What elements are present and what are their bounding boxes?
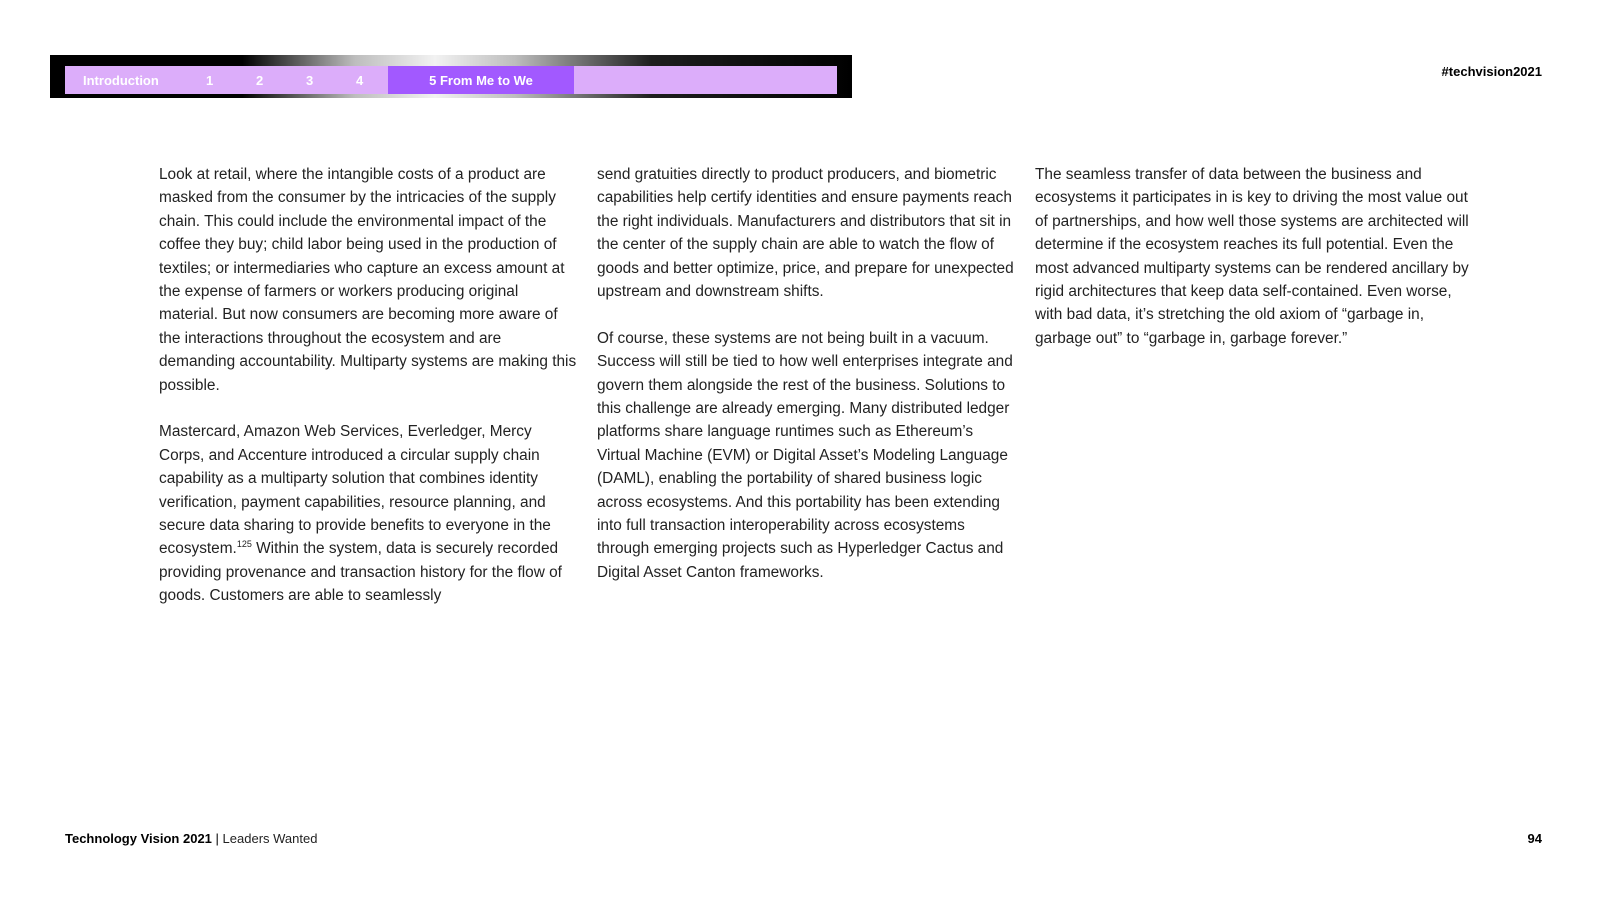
text-column-2	[597, 163, 1017, 608]
chapter-nav-bar	[65, 66, 837, 94]
footer	[65, 831, 317, 846]
nav-item-chapter-5-active[interactable]: 5 From Me to We	[388, 66, 574, 94]
paragraph-mastercard-continued: Within the system, data is securely recorded providing provenance and transaction history for the flow of goods. Customers are able to seamlessly	[159, 540, 562, 605]
footer-subtitle: Leaders Wanted	[222, 831, 318, 846]
paragraph-vacuum: Of course, these systems are not being built in a vacuum. Success will still be tied to how well enterprises integrate and govern them alongside the rest of the business. Solutions to this challenge are already emerging. Many distributed ledger platforms share language runtimes such as Ethereum’s Virtual Machine (EVM) or Digital Asset’s Modeling Language (DAML), enabling the portability of shared business logic across ecosystems. And this portability has been extending into full transaction interoperability across ecosystems through emerging projects such as Hyperledger Cactus and Digital Asset Canton frameworks.	[597, 329, 1013, 581]
hashtag-label: #techvision2021	[1441, 64, 1542, 79]
footer-title: Technology Vision 2021	[65, 831, 212, 846]
nav-item-chapter-2[interactable]: 2	[256, 72, 264, 88]
footnote-reference[interactable]: 125	[236, 539, 252, 550]
nav-item-chapter-3[interactable]: 3	[306, 72, 314, 88]
chapter-navigation	[50, 55, 852, 98]
paragraph-mastercard	[159, 420, 579, 607]
text-column-1	[159, 163, 579, 631]
nav-item-chapter-1[interactable]: 1	[206, 72, 214, 88]
text-column-3	[1035, 163, 1475, 374]
paragraph-retail: Look at retail, where the intangible costs of a product are masked from the consumer by the intricacies of the supply chain. This could include the environmental impact of the coffee they buy; child labor being used in the production of textiles; or intermediaries who capture an excess amount at the expense of farmers or workers producing original material. But now consumers are becoming more aware of the interactions throughout the ecosystem and are demanding accountability. Multiparty systems are making this possible.	[159, 166, 577, 394]
nav-item-chapter-4[interactable]: 4	[356, 72, 364, 88]
paragraph-gratuities: send gratuities directly to product producers, and biometric capabilities help certify identities and ensure payments reach the right individuals. Manufacturers and distributors that sit in the center of the supply chain are able to watch the flow of goods and better optimize, price, and prepare for unexpected upstream and downstream shifts.	[597, 166, 1014, 301]
paragraph-data-transfer: The seamless transfer of data between the business and ecosystems it participates in is key to driving the most value out of partnerships, and how well those systems are architected will determine if the ecosystem reaches its full potential. Even the most advanced multiparty systems can be rendered ancillary by rigid architectures that keep data self-contained. Even worse, with bad data, it’s stretching the old axiom of “garbage in, garbage out” to “garbage in, garbage forever.”	[1035, 166, 1469, 347]
footer-separator: |	[215, 831, 219, 846]
paragraph-mastercard-text: Mastercard, Amazon Web Services, Everledger, Mercy Corps, and Accenture introduced a circular supply chain capability as a multiparty solution that combines identity verification, payment capabilities, resource planning, and secure data sharing to provide benefits to everyone in the ecosystem.	[159, 423, 551, 558]
page-number: 94	[1527, 831, 1542, 846]
nav-item-introduction[interactable]: Introduction	[83, 72, 159, 88]
